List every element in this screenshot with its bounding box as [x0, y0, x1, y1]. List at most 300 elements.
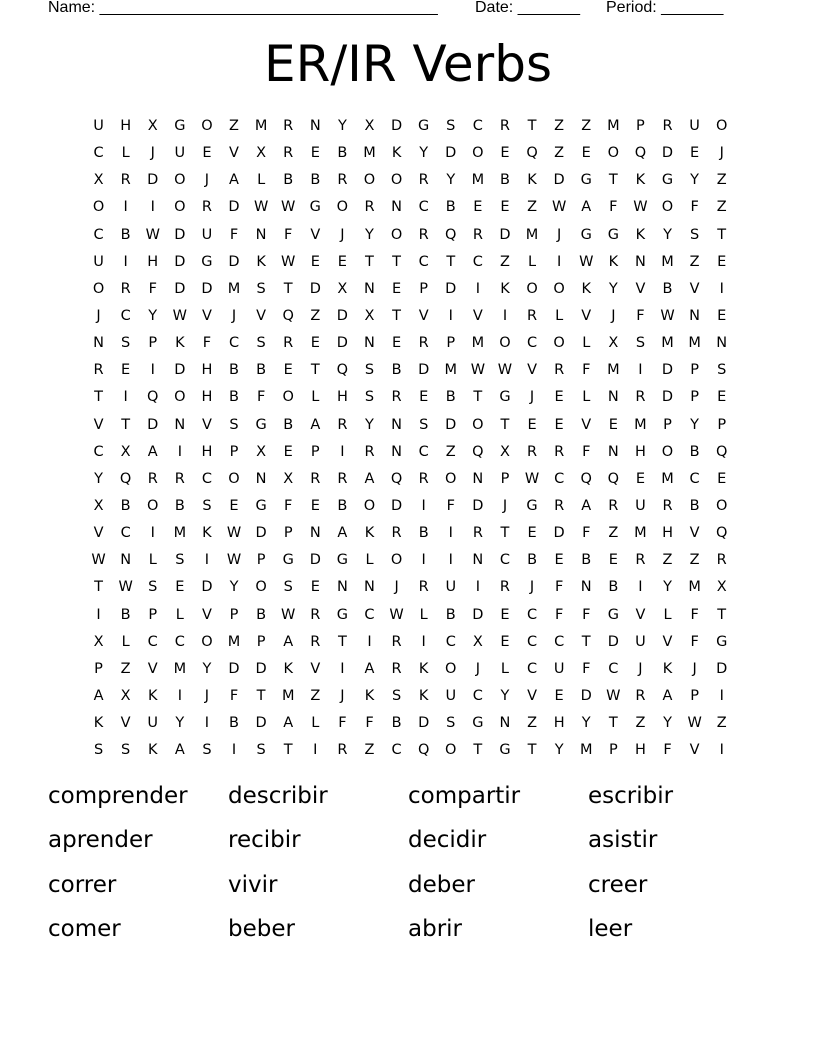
grid-letter[interactable]: C [526, 633, 538, 650]
grid-letter[interactable]: J [557, 226, 562, 243]
grid-letter[interactable]: D [255, 715, 267, 732]
grid-letter[interactable]: P [256, 552, 266, 569]
grid-letter[interactable]: G [255, 416, 267, 433]
grid-letter[interactable]: O [363, 497, 376, 514]
grid-letter[interactable]: D [147, 172, 159, 189]
grid-letter[interactable]: S [391, 687, 402, 704]
grid-letter[interactable]: Q [607, 470, 620, 487]
grid-letter[interactable]: W [687, 715, 702, 732]
grid-letter[interactable]: P [690, 687, 699, 704]
grid-letter[interactable]: W [226, 525, 242, 542]
grid-letter[interactable]: P [148, 335, 158, 352]
grid-letter[interactable]: R [499, 579, 510, 596]
grid-letter[interactable]: I [638, 362, 643, 379]
grid-letter[interactable]: W [281, 199, 296, 216]
grid-letter[interactable]: O [445, 470, 457, 487]
grid-letter[interactable]: R [201, 199, 212, 216]
grid-letter[interactable]: P [690, 389, 699, 406]
grid-letter[interactable]: K [202, 525, 212, 542]
grid-letter[interactable]: N [607, 443, 619, 460]
grid-letter[interactable]: N [93, 335, 104, 352]
grid-letter[interactable]: W [118, 579, 133, 596]
grid-letter[interactable]: X [608, 335, 619, 352]
period-field-label[interactable]: Period: _______ [606, 0, 724, 16]
grid-letter[interactable]: W [633, 199, 648, 216]
grid-letter[interactable]: R [337, 416, 348, 433]
grid-letter[interactable]: O [390, 552, 403, 569]
grid-letter[interactable]: S [202, 742, 212, 759]
grid-letter[interactable]: I [150, 362, 155, 379]
grid-letter[interactable]: V [201, 416, 212, 433]
grid-letter[interactable]: X [256, 145, 267, 162]
grid-letter[interactable]: J [692, 660, 697, 677]
grid-letter[interactable]: O [282, 389, 294, 406]
grid-letter[interactable]: Y [419, 145, 429, 162]
grid-letter[interactable]: L [175, 606, 184, 623]
grid-letter[interactable]: R [635, 552, 646, 569]
grid-letter[interactable]: X [147, 118, 158, 134]
grid-letter[interactable]: O [472, 145, 484, 162]
grid-letter[interactable]: O [607, 145, 620, 162]
grid-letter[interactable]: Y [94, 470, 103, 487]
grid-letter[interactable]: E [310, 497, 320, 514]
grid-letter[interactable]: N [364, 579, 375, 596]
grid-letter[interactable]: U [635, 633, 646, 650]
grid-letter[interactable]: D [336, 307, 348, 324]
grid-letter[interactable]: E [717, 389, 727, 406]
grid-letter[interactable]: I [421, 497, 426, 514]
grid-letter[interactable]: N [391, 443, 402, 460]
grid-letter[interactable]: V [120, 715, 131, 732]
grid-letter[interactable]: D [174, 280, 186, 297]
grid-letter[interactable]: E [310, 253, 320, 270]
grid-letter[interactable]: V [256, 307, 267, 324]
grid-letter[interactable]: X [364, 307, 375, 324]
grid-letter[interactable]: W [91, 552, 106, 569]
grid-letter[interactable]: B [391, 362, 402, 379]
grid-letter[interactable]: H [662, 525, 673, 542]
grid-letter[interactable]: J [475, 660, 480, 677]
grid-letter[interactable]: J [150, 145, 155, 162]
grid-letter[interactable]: R [716, 552, 727, 569]
grid-letter[interactable]: S [256, 280, 266, 297]
grid-letter[interactable]: R [608, 497, 619, 514]
grid-letter[interactable]: Z [120, 660, 131, 677]
grid-letter[interactable]: L [121, 145, 130, 162]
grid-letter[interactable]: F [554, 606, 564, 623]
grid-letter[interactable]: I [448, 552, 453, 569]
grid-letter[interactable]: B [120, 497, 131, 514]
grid-letter[interactable]: W [660, 307, 675, 324]
grid-letter[interactable]: F [663, 742, 672, 759]
grid-letter[interactable]: I [123, 253, 128, 270]
grid-letter[interactable]: K [364, 687, 375, 704]
grid-letter[interactable]: Z [689, 552, 700, 569]
grid-letter[interactable]: Y [663, 226, 672, 243]
grid-letter[interactable]: T [581, 633, 591, 650]
grid-letter[interactable]: E [175, 579, 185, 596]
grid-letter[interactable]: Y [581, 715, 591, 732]
grid-letter[interactable]: V [635, 280, 646, 297]
grid-letter[interactable]: R [310, 470, 321, 487]
grid-letter[interactable]: I [719, 742, 724, 759]
grid-letter[interactable]: Y [365, 226, 374, 243]
grid-letter[interactable]: E [391, 335, 402, 352]
grid-letter[interactable]: E [500, 606, 510, 623]
grid-letter[interactable]: E [527, 525, 537, 542]
grid-letter[interactable]: R [554, 443, 565, 460]
grid-letter[interactable]: O [363, 172, 376, 189]
grid-letter[interactable]: L [148, 552, 157, 569]
grid-letter[interactable]: O [499, 335, 511, 352]
grid-letter[interactable]: D [390, 497, 403, 514]
grid-letter[interactable]: Z [716, 172, 727, 189]
grid-letter[interactable]: D [445, 280, 457, 297]
grid-letter[interactable]: P [717, 416, 727, 433]
grid-letter[interactable]: X [499, 443, 510, 460]
grid-letter[interactable]: N [580, 579, 592, 596]
grid-letter[interactable]: L [555, 307, 564, 324]
grid-letter[interactable]: R [283, 118, 294, 134]
grid-letter[interactable]: R [120, 280, 131, 297]
grid-letter[interactable]: X [472, 633, 483, 650]
grid-letter[interactable]: G [418, 118, 430, 134]
grid-letter[interactable]: O [715, 118, 728, 134]
grid-letter[interactable]: P [636, 118, 645, 134]
grid-letter[interactable]: B [256, 362, 267, 379]
grid-letter[interactable]: T [527, 118, 537, 134]
grid-letter[interactable]: E [500, 145, 510, 162]
grid-letter[interactable]: H [634, 742, 646, 759]
grid-letter[interactable]: Z [310, 307, 321, 324]
grid-letter[interactable]: N [255, 470, 267, 487]
grid-letter[interactable]: S [635, 335, 646, 352]
grid-letter[interactable]: D [661, 145, 674, 162]
grid-letter[interactable]: N [336, 579, 348, 596]
grid-letter[interactable]: U [201, 226, 213, 243]
grid-letter[interactable]: V [229, 145, 239, 162]
grid-letter[interactable]: W [226, 552, 242, 569]
grid-letter[interactable]: T [717, 606, 727, 623]
grid-letter[interactable]: U [174, 145, 186, 162]
grid-letter[interactable]: D [228, 199, 240, 216]
grid-letter[interactable]: B [499, 172, 510, 189]
grid-letter[interactable]: A [581, 199, 592, 216]
grid-letter[interactable]: D [580, 687, 592, 704]
grid-letter[interactable]: M [688, 579, 701, 596]
grid-letter[interactable]: D [472, 497, 484, 514]
grid-letter[interactable]: T [473, 742, 483, 759]
grid-letter[interactable]: L [419, 606, 428, 623]
grid-letter[interactable]: G [607, 606, 619, 623]
grid-letter[interactable]: M [471, 172, 485, 189]
grid-letter[interactable]: G [580, 172, 592, 189]
grid-letter[interactable]: C [93, 145, 104, 162]
grid-letter[interactable]: C [391, 742, 402, 759]
grid-letter[interactable]: C [472, 687, 483, 704]
grid-letter[interactable]: M [254, 118, 268, 134]
grid-letter[interactable]: V [689, 525, 700, 542]
grid-letter[interactable]: Y [690, 416, 700, 433]
grid-letter[interactable]: R [93, 362, 104, 379]
grid-letter[interactable]: F [284, 226, 293, 243]
grid-letter[interactable]: Z [716, 199, 727, 216]
grid-letter[interactable]: R [391, 525, 402, 542]
grid-letter[interactable]: O [92, 199, 105, 216]
grid-letter[interactable]: Z [581, 118, 592, 134]
grid-letter[interactable]: F [582, 443, 591, 460]
grid-letter[interactable]: I [123, 199, 128, 216]
grid-letter[interactable]: I [719, 280, 724, 297]
grid-letter[interactable]: E [202, 145, 212, 162]
grid-letter[interactable]: E [554, 389, 564, 406]
grid-letter[interactable]: E [229, 497, 239, 514]
grid-letter[interactable]: O [390, 226, 403, 243]
grid-letter[interactable]: Z [527, 199, 538, 216]
grid-letter[interactable]: K [93, 715, 104, 732]
grid-letter[interactable]: Q [472, 443, 484, 460]
grid-letter[interactable]: T [256, 687, 266, 704]
grid-letter[interactable]: B [120, 226, 131, 243]
grid-letter[interactable]: W [606, 687, 621, 704]
grid-letter[interactable]: O [174, 389, 186, 406]
grid-letter[interactable]: M [661, 470, 674, 487]
grid-letter[interactable]: R [472, 226, 483, 243]
grid-letter[interactable]: C [418, 253, 429, 270]
grid-letter[interactable]: I [150, 199, 155, 216]
grid-letter[interactable]: G [282, 552, 294, 569]
grid-letter[interactable]: F [690, 199, 699, 216]
grid-letter[interactable]: E [337, 253, 347, 270]
grid-letter[interactable]: T [121, 416, 131, 433]
grid-letter[interactable]: V [689, 742, 700, 759]
grid-letter[interactable]: V [147, 660, 158, 677]
grid-letter[interactable]: C [147, 633, 158, 650]
grid-letter[interactable]: I [96, 606, 101, 623]
grid-letter[interactable]: I [475, 579, 480, 596]
grid-letter[interactable]: R [391, 660, 402, 677]
grid-letter[interactable]: U [553, 660, 565, 677]
grid-letter[interactable]: D [309, 280, 321, 297]
grid-letter[interactable]: I [475, 280, 480, 297]
grid-letter[interactable]: X [120, 687, 131, 704]
grid-letter[interactable]: D [228, 253, 240, 270]
grid-letter[interactable]: O [445, 660, 457, 677]
grid-letter[interactable]: B [256, 606, 267, 623]
grid-letter[interactable]: Q [417, 742, 430, 759]
grid-letter[interactable]: D [661, 362, 674, 379]
grid-letter[interactable]: T [94, 579, 103, 596]
grid-letter[interactable]: Q [336, 362, 349, 379]
grid-letter[interactable]: Y [663, 715, 672, 732]
grid-letter[interactable]: O [174, 199, 186, 216]
grid-letter[interactable]: E [500, 199, 510, 216]
grid-letter[interactable]: E [554, 552, 564, 569]
grid-letter[interactable]: M [579, 742, 593, 759]
grid-letter[interactable]: N [364, 280, 375, 297]
grid-letter[interactable]: A [174, 742, 185, 759]
grid-letter[interactable]: Y [202, 660, 212, 677]
grid-letter[interactable]: K [147, 687, 158, 704]
grid-letter[interactable]: F [554, 579, 564, 596]
grid-letter[interactable]: E [283, 362, 293, 379]
grid-letter[interactable]: M [227, 280, 241, 297]
grid-letter[interactable]: E [310, 335, 320, 352]
grid-letter[interactable]: C [364, 606, 375, 623]
grid-letter[interactable]: P [256, 633, 266, 650]
grid-letter[interactable]: E [717, 307, 727, 324]
grid-letter[interactable]: Z [499, 253, 510, 270]
grid-letter[interactable]: P [148, 606, 158, 623]
grid-letter[interactable]: B [418, 525, 429, 542]
grid-letter[interactable]: X [364, 118, 375, 134]
grid-letter[interactable]: T [337, 633, 347, 650]
grid-letter[interactable]: N [499, 715, 511, 732]
grid-letter[interactable]: C [120, 307, 131, 324]
grid-letter[interactable]: K [418, 660, 429, 677]
grid-letter[interactable]: B [120, 606, 131, 623]
grid-letter[interactable]: R [635, 687, 646, 704]
grid-letter[interactable]: B [689, 443, 700, 460]
grid-letter[interactable]: H [201, 389, 213, 406]
grid-letter[interactable]: S [256, 742, 266, 759]
grid-letter[interactable]: V [93, 525, 104, 542]
grid-letter[interactable]: T [500, 416, 510, 433]
grid-letter[interactable]: K [500, 280, 510, 297]
grid-letter[interactable]: D [174, 253, 186, 270]
grid-letter[interactable]: G [716, 633, 728, 650]
grid-letter[interactable]: W [497, 362, 513, 379]
grid-letter[interactable]: D [553, 525, 565, 542]
grid-letter[interactable]: N [255, 226, 267, 243]
grid-letter[interactable]: I [421, 552, 426, 569]
grid-letter[interactable]: S [229, 416, 239, 433]
grid-letter[interactable]: F [148, 280, 157, 297]
grid-letter[interactable]: I [638, 579, 643, 596]
grid-letter[interactable]: K [256, 253, 266, 270]
grid-letter[interactable]: B [310, 172, 321, 189]
grid-letter[interactable]: H [336, 389, 348, 406]
grid-letter[interactable]: G [309, 199, 321, 216]
grid-letter[interactable]: Q [580, 470, 592, 487]
grid-letter[interactable]: J [529, 389, 535, 406]
grid-letter[interactable]: H [553, 715, 565, 732]
grid-letter[interactable]: K [635, 172, 646, 189]
grid-letter[interactable]: T [392, 307, 401, 324]
grid-letter[interactable]: M [471, 335, 485, 352]
grid-letter[interactable]: R [391, 389, 402, 406]
grid-letter[interactable]: E [635, 470, 645, 487]
grid-letter[interactable]: A [93, 687, 104, 704]
grid-letter[interactable]: O [201, 118, 213, 134]
grid-letter[interactable]: Y [175, 715, 185, 732]
grid-letter[interactable]: F [256, 389, 266, 406]
grid-letter[interactable]: D [336, 335, 348, 352]
grid-letter[interactable]: N [607, 389, 619, 406]
grid-letter[interactable]: L [365, 552, 374, 569]
grid-letter[interactable]: D [390, 118, 403, 134]
grid-letter[interactable]: C [418, 199, 429, 216]
grid-letter[interactable]: A [147, 443, 158, 460]
grid-letter[interactable]: Y [663, 579, 672, 596]
grid-letter[interactable]: B [337, 497, 348, 514]
grid-letter[interactable]: Z [364, 742, 375, 759]
grid-letter[interactable]: D [309, 552, 321, 569]
grid-letter[interactable]: R [554, 497, 565, 514]
grid-letter[interactable]: O [336, 199, 349, 216]
grid-letter[interactable]: T [608, 715, 618, 732]
grid-letter[interactable]: Y [337, 118, 347, 134]
grid-letter[interactable]: Y [500, 687, 510, 704]
grid-letter[interactable]: C [472, 118, 483, 134]
grid-letter[interactable]: T [365, 253, 374, 270]
grid-letter[interactable]: S [202, 497, 212, 514]
grid-letter[interactable]: T [527, 742, 537, 759]
grid-letter[interactable]: M [688, 335, 701, 352]
grid-letter[interactable]: R [337, 470, 348, 487]
grid-letter[interactable]: M [281, 687, 295, 704]
grid-letter[interactable]: B [229, 362, 239, 379]
grid-letter[interactable]: B [283, 172, 294, 189]
grid-letter[interactable]: O [526, 280, 538, 297]
grid-letter[interactable]: V [472, 307, 483, 324]
grid-letter[interactable]: G [661, 172, 674, 189]
grid-letter[interactable]: I [177, 443, 182, 460]
grid-letter[interactable]: C [499, 552, 511, 569]
grid-letter[interactable]: W [524, 470, 540, 487]
grid-letter[interactable]: Q [282, 307, 294, 324]
grid-letter[interactable]: O [92, 280, 105, 297]
grid-letter[interactable]: D [607, 633, 619, 650]
grid-letter[interactable]: T [94, 389, 103, 406]
grid-letter[interactable]: A [337, 525, 348, 542]
grid-letter[interactable]: E [310, 145, 320, 162]
grid-letter[interactable]: I [448, 307, 453, 324]
grid-letter[interactable]: Z [554, 118, 565, 134]
grid-letter[interactable]: U [93, 118, 104, 134]
grid-letter[interactable]: B [689, 497, 700, 514]
grid-letter[interactable]: X [93, 633, 104, 650]
grid-letter[interactable]: I [340, 660, 345, 677]
grid-letter[interactable]: Y [554, 742, 564, 759]
grid-letter[interactable]: L [311, 715, 320, 732]
grid-letter[interactable]: G [336, 606, 349, 623]
grid-letter[interactable]: U [147, 715, 159, 732]
grid-letter[interactable]: A [364, 470, 375, 487]
grid-letter[interactable]: C [526, 335, 538, 352]
grid-letter[interactable]: L [528, 253, 537, 270]
grid-letter[interactable]: B [391, 715, 402, 732]
grid-letter[interactable]: I [340, 443, 345, 460]
grid-letter[interactable]: Z [554, 145, 565, 162]
grid-letter[interactable]: D [716, 660, 728, 677]
grid-letter[interactable]: I [231, 742, 237, 759]
grid-letter[interactable]: J [204, 172, 210, 189]
grid-letter[interactable]: R [527, 443, 538, 460]
grid-letter[interactable]: E [554, 687, 564, 704]
grid-letter[interactable]: Z [716, 715, 727, 732]
grid-letter[interactable]: E [121, 362, 131, 379]
grid-letter[interactable]: I [204, 552, 210, 569]
grid-letter[interactable]: I [313, 742, 318, 759]
grid-letter[interactable]: K [283, 660, 293, 677]
grid-letter[interactable]: R [147, 470, 158, 487]
grid-letter[interactable]: K [391, 145, 402, 162]
grid-letter[interactable]: L [311, 389, 320, 406]
grid-letter[interactable]: E [717, 470, 727, 487]
grid-letter[interactable]: T [446, 253, 456, 270]
grid-letter[interactable]: Z [662, 552, 673, 569]
